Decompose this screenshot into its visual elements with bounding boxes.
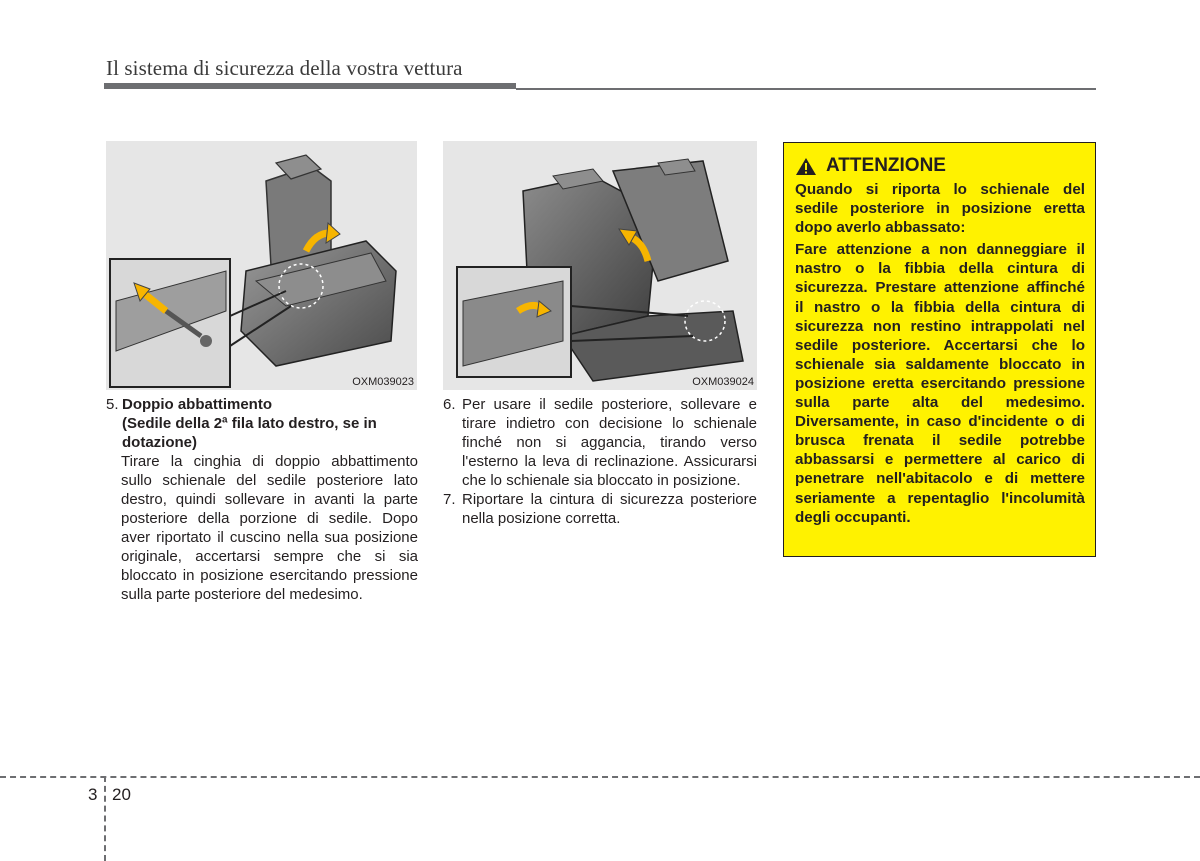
page-header-title: Il sistema di sicurezza della vostra vettura — [106, 56, 463, 80]
step-5 — [106, 395, 418, 604]
footer-divider — [104, 776, 106, 861]
seat-illustration-2 — [443, 141, 757, 390]
header-rule-thick — [104, 83, 516, 89]
warning-title: ATTENZIONE — [826, 155, 946, 176]
steps-6-7 — [443, 395, 757, 528]
warning-title-row — [795, 155, 1085, 177]
step-text: Per usare il sedile posteriore, sollevare e tirare indietro con decisione lo schienale finché non si aggancia, tirando verso l'esterno la leva di reclinazione. Assicurarsi che lo schienale sia bloccato in posizione. — [462, 396, 757, 489]
step-number: 6. — [443, 396, 456, 413]
step-heading-line-2: (Sedile della 2ª fila lato destro, se in dotazione) — [122, 415, 377, 451]
chapter-number: 3 — [88, 785, 98, 804]
header-rule-thin — [516, 88, 1096, 90]
warning-triangle-icon — [795, 157, 817, 176]
step-heading — [122, 395, 418, 452]
step-number: 7. — [443, 491, 456, 508]
step-number: 5. — [106, 396, 119, 413]
warning-body: Fare attenzione a non danneggiare il nastro o la fibbia della cintura di sicurezza. Prestare attenzione affinché il nastro o la fibbia della cintura di sicurezza non restino intrappolati nel sedile posteriore. Accertarsi che lo schienale sia saldamente bloccato in posizione eretta esercitando pressione sulla parte alta del medesimo. Diversamente, in caso d'incidente o di brusca frenata il sedile potrebbe abbassarsi e permettere al carico di penetrare nell'abitacolo e di mettere seriamente a repentaglio l'incolumità degli occupanti. — [795, 241, 1085, 526]
warning-intro: Quando si riporta lo schienale del sedile posteriore in posizione eretta dopo averlo abbassato: — [795, 181, 1085, 237]
figure-code: OXM039024 — [692, 376, 754, 388]
warning-box — [783, 142, 1096, 557]
step-6 — [443, 395, 757, 490]
page-number: 20 — [112, 785, 131, 804]
step-text: Riportare la cintura di sicurezza posteriore nella posizione corretta. — [462, 491, 757, 527]
figure-code: OXM039023 — [352, 376, 414, 388]
figure-seat-double-folding — [106, 141, 417, 390]
step-heading-line-1: Doppio abbattimento — [122, 396, 272, 413]
step-body: Tirare la cinghia di doppio abbattimento sullo schienale del sedile posteriore lato destro, quindi sollevare in avanti la parte posteriore della porzione di sedile. Dopo aver riportato il cuscino nella sua posizione originale, accertarsi sempre che si sia bloccato in posizione esercitando pressione sulla parte posteriore del medesimo. — [121, 453, 418, 603]
footer-rule — [0, 776, 1200, 778]
figure-seat-raise-backrest — [443, 141, 757, 390]
seat-illustration-1 — [106, 141, 417, 390]
step-7 — [443, 490, 757, 528]
